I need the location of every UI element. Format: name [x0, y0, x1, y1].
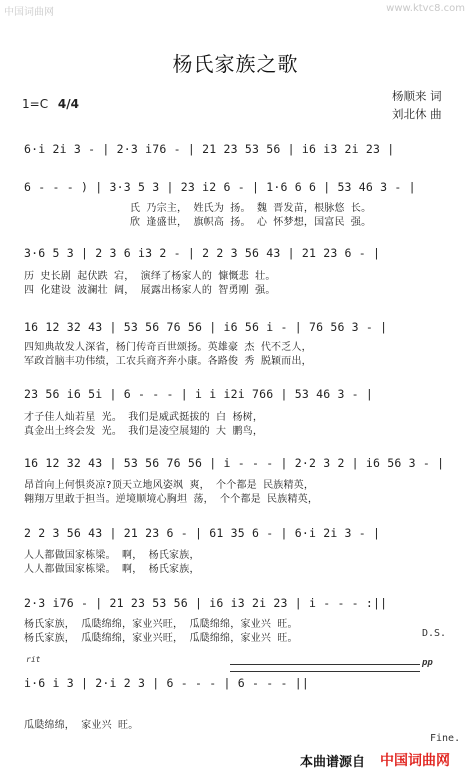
score-row-3-lyrics-verse-1: 历 史长剧 起伏跌 宕， 演绎了杨家人的 慷慨悲 壮。 [24, 271, 276, 282]
score-row-7-lyrics-verse-1: 人人都做国家栋梁。 啊， 杨氏家族， [24, 550, 200, 561]
dal-segno-mark: D.S. [422, 628, 447, 639]
score-row-5-notes: 23 56 i6 5i | 6 - - - | i i i2i 766 | 53 46 3 - | [24, 387, 374, 401]
score-row-8-lyrics-verse-2: 杨氏家族， 瓜瓞绵绵，家业兴旺， 瓜瓞绵绵，家业兴 旺。 [24, 633, 298, 644]
decrescendo-hairpin [230, 664, 420, 672]
fine-mark: Fine. [430, 733, 461, 744]
composer-credit: 刘北休 曲 [392, 107, 442, 121]
score-row-7-lyrics-verse-2: 人人都做国家栋梁。 啊， 杨氏家族， [24, 564, 200, 575]
score-row-5-lyrics-verse-2: 真金出土终会发 光。 我们是凌空展翅的 大 鹏鸟， [24, 426, 264, 437]
score-row-6-lyrics-verse-2: 翱翔万里敢于担当。逆境顺境心胸坦 荡， 个个都是 民族精英， [24, 494, 319, 505]
score-row-8-lyrics-verse-1: 杨氏家族， 瓜瓞绵绵，家业兴旺， 瓜瓞绵绵，家业兴 旺。 [24, 619, 298, 630]
watermark-url: www.ktvc8.com [386, 3, 465, 14]
lyricist-credit: 杨顺来 词 [392, 89, 442, 103]
score-row-3-notes: 3·6 5 3 | 2 3 6 i3 2 - | 2 2 3 56 43 | 21 23 6 - | [24, 246, 381, 260]
ritardando-mark: rit [26, 655, 41, 664]
site-logo-text: 中国词曲网 [380, 753, 450, 769]
score-row-2-lyrics-verse-2: 欣 逢盛世， 旗帜高 扬。 心 怀梦想，国富民 强。 [130, 217, 372, 228]
score-row-5-lyrics-verse-1: 才子佳人灿若星 光。 我们是威武挺拔的 白 杨树， [24, 412, 264, 423]
score-row-4-lyrics-verse-1: 四知典故发人深省，杨门传奇百世颂扬。英雄豪 杰 代不乏人， [24, 342, 312, 353]
key-label: 1=C [22, 97, 49, 111]
watermark-site-name: 中国词曲网 [4, 7, 54, 18]
song-title: 杨氏家族之歌 [172, 52, 299, 76]
pianissimo-mark: pp [422, 658, 433, 668]
score-row-2-notes: 6 - - - ) | 3·3 5 3 | 23 i2 6 - | 1·6 6 6 | 53 46 3 - | [24, 180, 416, 194]
score-row-9-lyrics: 瓜瓞绵绵， 家业兴 旺。 [24, 720, 139, 731]
score-row-7-notes: 2 2 3 56 43 | 21 23 6 - | 61 35 6 - | 6·i 2i 3 - | [24, 526, 381, 540]
score-row-3-lyrics-verse-2: 四 化建设 波澜壮 阔， 展露出杨家人的 智勇刚 强。 [24, 285, 276, 296]
score-row-6-lyrics-verse-1: 昂首向上何惧炎凉?顶天立地风姿飒 爽， 个个都是 民族精英， [24, 480, 315, 491]
score-row-4-lyrics-verse-2: 军政首脑丰功伟绩，工农兵商齐奔小康。各路俊 秀 脱颖而出， [24, 356, 312, 367]
score-row-4-notes: 16 12 32 43 | 53 56 76 56 | i6 56 i - | 76 56 3 - | [24, 320, 388, 334]
time-signature: 4/4 [57, 97, 79, 111]
score-row-2-lyrics-verse-1: 氏 乃宗主， 姓氏为 扬。 魏 晋发苗，根脉悠 长。 [130, 203, 372, 214]
score-row-9-notes: i·6 i 3 | 2·i 2 3 | 6 - - - | 6 - - - || [24, 676, 309, 690]
score-row-1-notes: 6·i 2i 3 - | 2·3 i76 - | 21 23 53 56 | i6 i3 2i 23 | [24, 142, 395, 156]
score-row-6-notes: 16 12 32 43 | 53 56 76 56 | i - - - | 2·2 3 2 | i6 56 3 - | [24, 456, 445, 470]
score-row-8-notes: 2·3 i76 - | 21 23 53 56 | i6 i3 2i 23 | i - - - :|| [24, 596, 388, 610]
key-signature [22, 97, 79, 111]
source-label: 本曲谱源自 [300, 755, 366, 770]
